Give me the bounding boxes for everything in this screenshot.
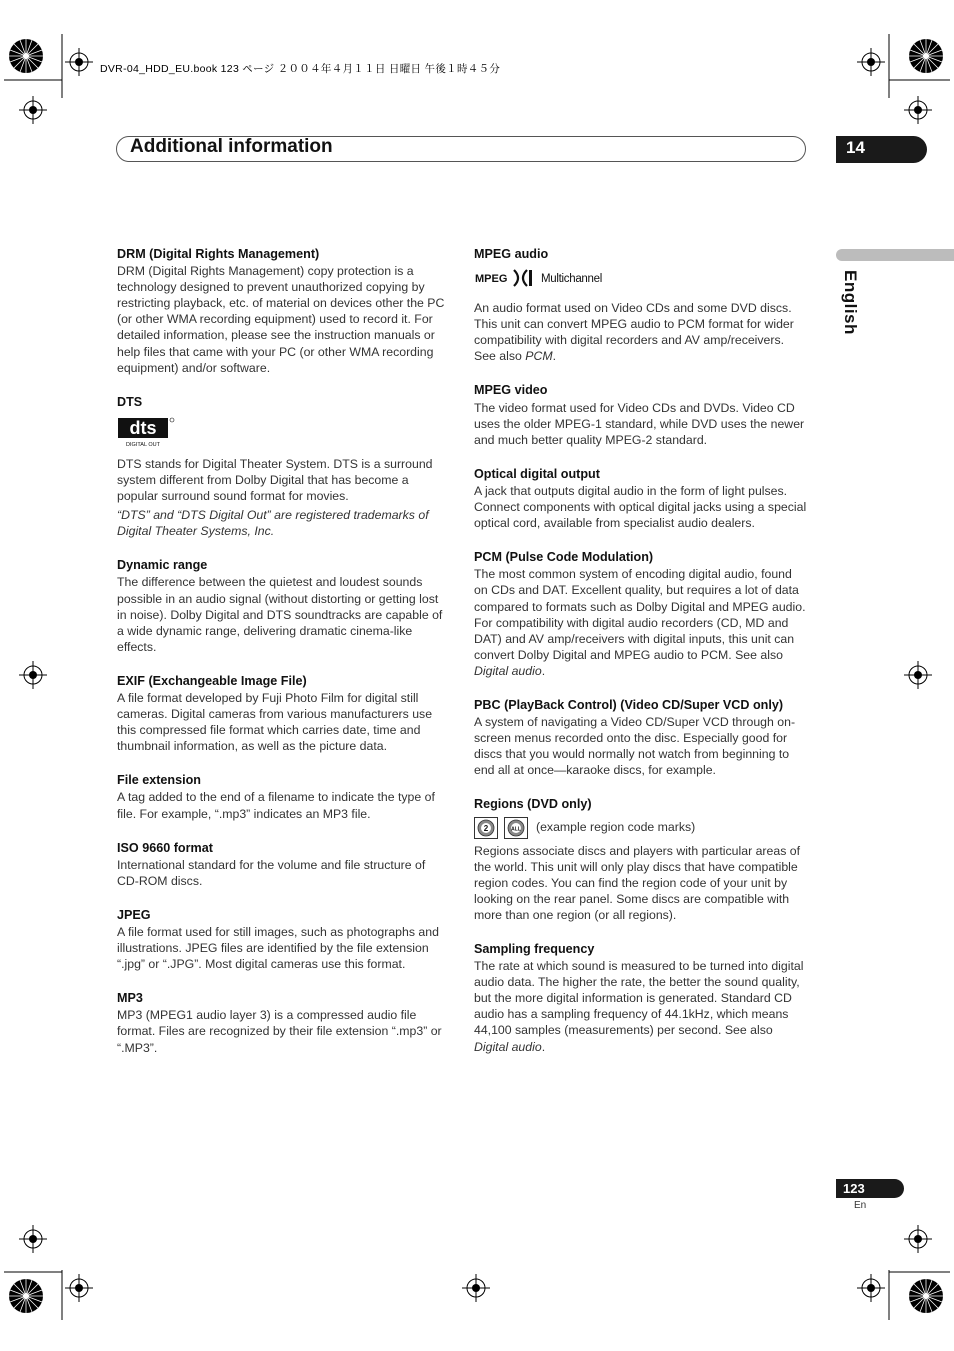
glossary-definition: The video format used for Video CDs and DVDs. Video CD uses the older MPEG-1 standard, while DVD uses the newer and much better quality MPEG-2 standard. bbox=[474, 400, 805, 447]
glossary-term: Sampling frequency bbox=[474, 942, 595, 956]
svg-text:2: 2 bbox=[483, 823, 489, 833]
svg-text:ALL: ALL bbox=[511, 826, 521, 833]
book-file-header: DVR-04_HDD_EU.book 123 ページ ２００４年４月１１日 日曜日 午後１時４５分 bbox=[100, 63, 501, 75]
page-number: 123 bbox=[843, 1181, 865, 1196]
burst-mark-bottom-right bbox=[909, 1279, 943, 1313]
dts-logo-text: dts bbox=[129, 417, 157, 438]
glossary-term: DRM (Digital Rights Management) bbox=[117, 247, 320, 261]
glossary-term: ISO 9660 format bbox=[117, 840, 213, 855]
burst-mark-top-left bbox=[9, 39, 43, 73]
glossary-term: Dynamic range bbox=[117, 558, 208, 573]
glossary-entry-dynamic-range bbox=[117, 557, 450, 655]
dts-logo-subtext: DIGITAL OUT bbox=[126, 441, 160, 448]
glossary-term: MPEG video bbox=[474, 383, 548, 398]
glossary-definition: MP3 (MPEG1 audio layer 3) is a compressed audio file format. Files are recognized by their file extension “.mp3” or “.MP3”. bbox=[117, 1008, 442, 1055]
glossary-term: MPEG audio bbox=[474, 247, 549, 261]
crosshair-mark bbox=[65, 48, 93, 76]
glossary-entry-exif bbox=[117, 673, 450, 754]
region-marks-row bbox=[474, 817, 807, 839]
glossary-entry-regions bbox=[474, 796, 807, 923]
glossary-entry-mp3 bbox=[117, 990, 450, 1055]
burst-mark-bottom-left bbox=[9, 1279, 43, 1313]
glossary-definition: DRM (Digital Rights Management) copy protection is a technology designed to prevent unauthorized copying by restricting playback, etc. of material on devices other the PC (or other WMA recording equipment) used to record it. For detailed information, please see the instruction manuals or help files that came with your PC (or other WMA recording equipment) and/or software. bbox=[117, 264, 445, 375]
glossary-definition: A file format developed by Fuji Photo Film for digital still cameras. Digital cameras from various manufacturers use this compressed file format which carries date, time and thumbnail information, as well as the picture data. bbox=[117, 690, 433, 754]
multichannel-logo-text: Multichannel bbox=[541, 273, 602, 286]
mpeg-logo-text: MPEG bbox=[475, 273, 508, 286]
trademark-note: “DTS” and “DTS Digital Out” are registered trademarks of Digital Theater Systems, Inc. bbox=[117, 508, 429, 539]
glossary-definition: International standard for the volume and file structure of CD-ROM discs. bbox=[117, 857, 426, 888]
cross-reference: Digital audio bbox=[474, 1039, 542, 1054]
glossary-term: Optical digital output bbox=[474, 466, 600, 481]
burst-mark-top-right bbox=[909, 39, 943, 73]
region-2-globe-icon bbox=[474, 817, 498, 839]
crosshair-mark bbox=[857, 48, 885, 76]
glossary-term: PBC (PlayBack Control) (Video CD/Super VCD only) bbox=[474, 697, 784, 712]
cross-reference: PCM bbox=[525, 349, 553, 364]
crosshair-mark bbox=[19, 1225, 47, 1253]
glossary-definition: A jack that outputs digital audio in the form of light pulses. Connect components with optical digital jacks using a special optical cord, available from specialist audio dealers. bbox=[474, 483, 807, 531]
glossary-term: JPEG bbox=[117, 907, 151, 922]
page-language-code: En bbox=[854, 1200, 867, 1211]
crosshair-mark bbox=[904, 96, 932, 124]
glossary-entry-pbc bbox=[474, 697, 807, 778]
glossary-definition: Regions associate discs and players with particular areas of the world. This unit will only play discs that have compatible region codes. You can find the region code of your unit by looking on the rear panel. Some discs are compatible with more than one region (or all regions). bbox=[474, 843, 801, 922]
dts-digital-out-logo bbox=[117, 416, 175, 448]
glossary-term: Regions (DVD only) bbox=[474, 797, 592, 812]
crosshair-mark bbox=[462, 1274, 490, 1302]
mpeg-multichannel-logo bbox=[474, 267, 624, 289]
chapter-number: 14 bbox=[846, 138, 865, 157]
glossary-definition: The difference between the quietest and loudest sounds possible in an audio signal (without distorting or getting lost in noise). Dolby Digital and DTS soundtracks are capable of a wide dynamic range, delivering dramatic cinema-like effects. bbox=[117, 575, 443, 654]
glossary-term: PCM (Pulse Code Modulation) bbox=[474, 550, 654, 565]
glossary-term: DTS bbox=[117, 394, 143, 409]
glossary-entry-file-extension bbox=[117, 772, 450, 821]
glossary-entry-drm bbox=[117, 246, 450, 376]
glossary-entry-mpeg-audio bbox=[474, 246, 807, 364]
glossary-term: MP3 bbox=[117, 991, 143, 1006]
glossary-entry-pcm bbox=[474, 549, 807, 679]
crosshair-mark bbox=[904, 661, 932, 689]
crosshair-mark bbox=[19, 661, 47, 689]
glossary-term: EXIF (Exchangeable Image File) bbox=[117, 673, 307, 688]
region-all-globe-icon bbox=[504, 817, 528, 839]
glossary-definition: A system of navigating a Video CD/Super VCD through on-screen menus recorded onto the disc. Especially good for discs that you would normally not watch from beginning to end all at once—karaoke discs, for example. bbox=[474, 715, 796, 778]
glossary-term: File extension bbox=[117, 773, 201, 788]
glossary-entry-iso9660 bbox=[117, 840, 450, 889]
glossary-column-left bbox=[117, 246, 450, 1074]
language-tab bbox=[836, 249, 954, 261]
glossary-definition: A tag added to the end of a filename to indicate the type of file. For example, “.mp3” indicates an MP3 file. bbox=[117, 790, 435, 821]
glossary-definition: The most common system of encoding digital audio, found on CDs and DAT. Excellent quality, but requires a lot of data compared to formats such as Dolby Digital and MPEG audio. For compatibility with digital audio recorders (CD, MD and DAT) and AV amp/receivers with digital inputs, this unit can convert Dolby Digital and MPEG audio to PCM. See also Digital audio. bbox=[474, 567, 806, 678]
glossary-entry-dts bbox=[117, 394, 450, 540]
crosshair-mark bbox=[904, 1225, 932, 1253]
glossary-column-right bbox=[474, 246, 807, 1073]
glossary-entry-sampling-frequency bbox=[474, 941, 807, 1055]
glossary-definition: DTS stands for Digital Theater System. DTS is a surround system different from Dolby Digital that has become a popular surround sound format for movies. bbox=[117, 456, 433, 504]
cross-reference: Digital audio bbox=[474, 663, 542, 678]
crosshair-mark bbox=[19, 96, 47, 124]
glossary-definition: The rate at which sound is measured to be turned into digital audio data. The higher the rate, the better the sound quality, but the more digital information is generated. Standard CD audio has a sampling frequency of 44.1kHz, which means 44,100 samples (measurements) per second. See also Digital audio. bbox=[474, 959, 804, 1054]
region-marks-caption: (example region code marks) bbox=[536, 820, 696, 835]
glossary-entry-optical-output bbox=[474, 466, 807, 531]
glossary-entry-mpeg-video bbox=[474, 382, 807, 447]
crosshair-mark bbox=[65, 1274, 93, 1302]
crosshair-mark bbox=[857, 1274, 885, 1302]
glossary-definition: An audio format used on Video CDs and some DVD discs. This unit can convert MPEG audio to PCM format for wider compatibility with digital recorders and AV amp/receivers. See also PCM. bbox=[474, 301, 794, 364]
section-title: Additional information bbox=[130, 136, 333, 157]
language-label: English bbox=[841, 270, 860, 335]
glossary-definition: A file format used for still images, such as photographs and illustrations. JPEG files are identified by the file extension “.jpg” or “.JPG”. Most digital cameras use this format. bbox=[117, 925, 439, 972]
glossary-entry-jpeg bbox=[117, 907, 450, 972]
